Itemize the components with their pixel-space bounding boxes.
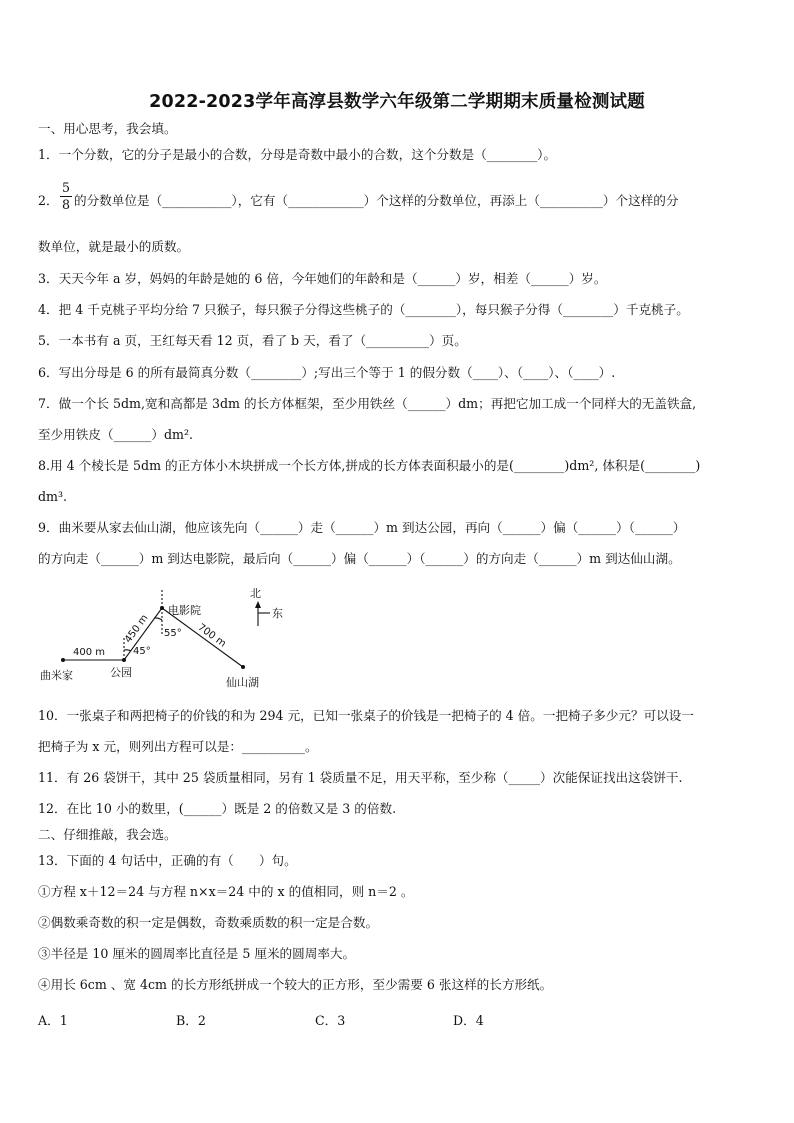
compass-east-label: 东: [272, 607, 283, 620]
question-12: 12．在比 10 小的数里，(______）既是 2 的倍数又是 3 的倍数.: [38, 801, 397, 816]
section-heading-1: 一、用心思考，我会填。: [38, 121, 177, 136]
label-lake: 仙山湖: [226, 676, 259, 689]
route-diagram: [30, 584, 300, 694]
section-heading-2: 二、仔细推敲，我会选。: [38, 827, 177, 842]
question-7-line-1: 7．做一个长 5dm,宽和高都是 3dm 的长方体框架，至少用铁丝（______）dm；再把它加工成一个同样大的无盖铁盒,: [38, 396, 697, 411]
question-10-line-1: 10．一张桌子和两把椅子的价钱的和为 294 元，已知一张桌子的价钱是一把椅子的 4 倍。一把椅子多少元？可以设一: [38, 708, 694, 723]
question-3: 3．天天今年 a 岁，妈妈的年龄是她的 6 倍，今年她们的年龄和是（______）岁，相差（______）岁。: [38, 271, 607, 286]
fraction-five-eighths: [60, 181, 72, 212]
question-2-line-1: 的分数单位是（___________），它有（____________）个这样的分数单位，再添上（__________）个这样的分: [74, 193, 679, 208]
page-title: 2022-2023学年高淳县数学六年级第二学期期末质量检测试题: [149, 92, 645, 112]
compass-north-arrow: [255, 601, 261, 608]
question-11: 11．有 26 袋饼干，其中 25 袋质量相同，另有 1 袋质量不足，用天平称，至少称（_____）次能保证找出这袋饼干.: [38, 770, 683, 785]
question-7-line-2: 至少用铁皮（______）dm².: [38, 427, 193, 442]
compass-north-label: 北: [250, 587, 261, 600]
question-5: 5．一本书有 a 页，王红每天看 12 页，看了 b 天，看了（__________）页。: [38, 333, 467, 348]
statement-2: ②偶数乘奇数的积一定是偶数，奇数乘质数的积一定是合数。: [38, 915, 379, 930]
label-distance-400: 400 m: [73, 647, 106, 658]
label-park: 公园: [110, 666, 132, 679]
label-distance-450: 450 m: [122, 612, 151, 646]
statement-4: ④用长 6cm 、宽 4cm 的长方形纸拼成一个较大的正方形，至少需要 6 张这样的长方形纸。: [38, 977, 553, 992]
question-1: 1．一个分数，它的分子是最小的合数，分母是奇数中最小的合数，这个分数是（________）。: [38, 147, 557, 162]
question-2-number: 2．: [38, 193, 59, 208]
label-cinema: 电影院: [168, 604, 201, 617]
question-8-line-2: dm³.: [38, 489, 68, 504]
home-point: [61, 658, 65, 662]
statement-3: ③半径是 10 厘米的圆周率比直径是 5 厘米的圆周率大。: [38, 946, 356, 961]
question-9-line-1: 9．曲米要从家去仙山湖，他应该先向（______）走（______）m 到达公园，再向（______）偏（______）（______）: [38, 520, 686, 535]
statement-1: ①方程 x＋12＝24 与方程 n×x＝24 中的 x 的值相同，则 n＝2 。: [38, 884, 414, 899]
choice-a[interactable]: A．1: [38, 1013, 68, 1028]
question-4: 4．把 4 千克桃子平均分给 7 只猴子，每只猴子分得这些桃子的（________），每只猴子分得（________）千克桃子。: [38, 302, 689, 317]
question-10-line-2: 把椅子为 x 元，则列出方程可以是：__________。: [38, 739, 318, 754]
park-point: [122, 658, 126, 662]
fraction-numerator: 5: [61, 180, 70, 195]
choice-b[interactable]: B．2: [176, 1013, 206, 1028]
choice-d[interactable]: D．4: [453, 1013, 484, 1028]
cinema-point: [160, 606, 164, 610]
question-9-line-2: 的方向走（______）m 到达电影院，最后向（______）偏（______）（______）的方向走（______）m 到达仙山湖。: [38, 551, 681, 566]
lake-point: [241, 665, 245, 669]
question-2-line-2: 数单位，就是最小的质数。: [38, 239, 190, 254]
angle-arc-55: [154, 618, 162, 620]
label-distance-700: 700 m: [195, 621, 228, 650]
choice-c[interactable]: C．3: [315, 1013, 346, 1028]
label-angle-55: 55°: [164, 628, 182, 639]
fraction-denominator: 8: [61, 197, 70, 212]
question-13: 13．下面的 4 句话中，正确的有（ ）句。: [38, 853, 297, 868]
label-home: 曲米家: [40, 669, 73, 682]
angle-arc-45: [124, 650, 131, 651]
label-angle-45: 45°: [133, 646, 151, 657]
question-8-line-1: 8.用 4 个棱长是 5dm 的正方体小木块拼成一个长方体,拼成的长方体表面积最小的是(________)dm², 体积是(________): [38, 458, 701, 473]
question-6: 6．写出分母是 6 的所有最简真分数（________）;写出三个等于 1 的假分数（____）、（____）、（____）.: [38, 365, 616, 380]
